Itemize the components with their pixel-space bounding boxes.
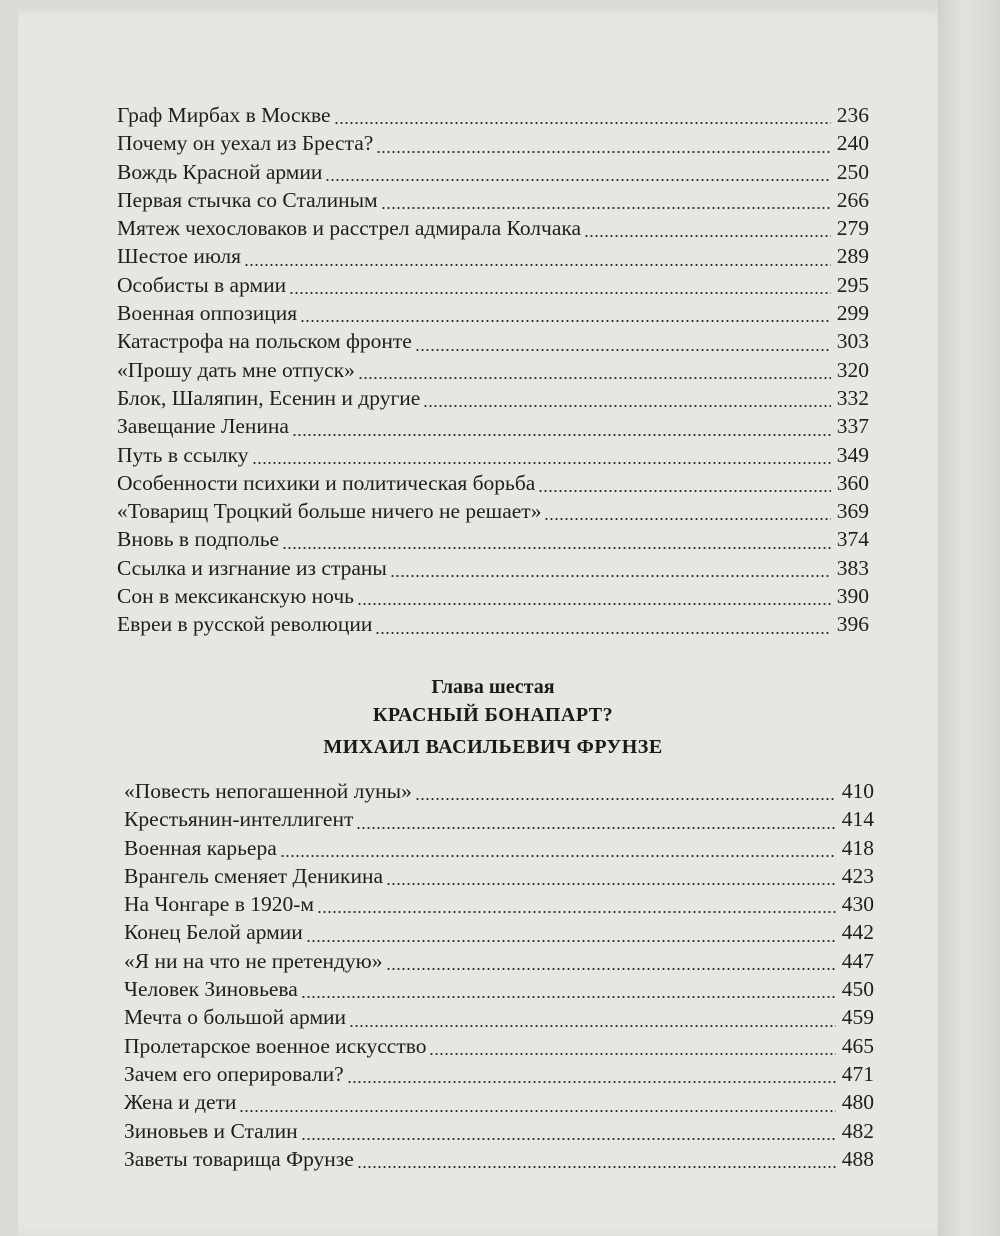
toc-entry-title: Врангель сменяет Деникина — [124, 863, 384, 888]
toc-entry-title: Военная оппозиция — [117, 301, 298, 326]
toc-entry-page: 349 — [836, 442, 869, 467]
dot-leader — [349, 1006, 836, 1028]
dot-leader — [306, 921, 836, 943]
dot-leader — [301, 977, 836, 999]
toc-entry-title: Первая стычка со Сталиным — [117, 187, 378, 212]
toc-entry-title: Пролетарское военное искусство — [124, 1033, 427, 1058]
toc-entry — [117, 441, 869, 469]
toc-entry-page: 337 — [836, 414, 869, 439]
toc-entry — [124, 1117, 874, 1145]
toc-entry — [124, 862, 874, 890]
chapter-person: МИХАИЛ ВАСИЛЬЕВИЧ ФРУНЗЕ — [323, 736, 663, 758]
toc-entry — [117, 582, 869, 610]
dot-leader — [538, 471, 830, 493]
toc-entry-title: На Чонгаре в 1920-м — [124, 892, 314, 917]
toc-entry-page: 374 — [836, 527, 869, 552]
chapter-title: КРАСНЫЙ БОНАПАРТ? — [372, 704, 614, 726]
toc-section-1 — [117, 101, 869, 639]
dot-leader — [357, 584, 831, 606]
toc-entry-page: 289 — [836, 244, 869, 269]
toc-entry-title: Путь в ссылку — [117, 442, 249, 467]
toc-entry-title: Завещание Ленина — [117, 414, 289, 439]
dot-leader — [317, 892, 836, 914]
chapter-label: Глава шестая — [431, 676, 555, 698]
toc-entry-page: 471 — [841, 1061, 874, 1086]
dot-leader — [415, 330, 831, 352]
toc-entry — [124, 1060, 874, 1088]
dot-leader — [356, 808, 835, 830]
toc-entry-page: 482 — [841, 1118, 874, 1143]
toc-entry-page: 240 — [836, 131, 869, 156]
toc-entry-page: 488 — [841, 1146, 874, 1171]
dot-leader — [289, 273, 831, 295]
toc-entry-title: Особисты в армии — [117, 272, 287, 297]
toc-entry-title: Сон в мексиканскую ночь — [117, 584, 354, 609]
toc-entry-page: 418 — [841, 835, 874, 860]
toc-entry — [117, 497, 869, 525]
toc-entry-title: Мечта о большой армии — [124, 1005, 347, 1030]
toc-entry — [117, 242, 869, 270]
dot-leader — [280, 836, 836, 858]
toc-entry-title: Вождь Красной армии — [117, 159, 323, 184]
dot-leader — [381, 188, 831, 210]
toc-entry-title: Граф Мирбах в Москве — [117, 103, 331, 127]
toc-entry — [124, 834, 874, 862]
toc-entry-page: 299 — [836, 301, 869, 326]
dot-leader — [300, 301, 831, 323]
toc-entry — [117, 271, 869, 299]
dot-leader — [429, 1034, 835, 1056]
toc-entry-page: 465 — [841, 1033, 874, 1058]
toc-entry — [117, 384, 869, 412]
dot-leader — [358, 358, 831, 380]
toc-entry — [117, 525, 869, 553]
toc-entry-title: Крестьянин-интеллигент — [124, 807, 354, 832]
toc-entry-title: Вновь в подполье — [117, 527, 280, 552]
dot-leader — [390, 556, 831, 578]
dot-leader — [357, 1147, 836, 1169]
dot-leader — [252, 443, 831, 465]
toc-entry — [124, 918, 874, 946]
dot-leader — [584, 216, 831, 238]
toc-entry-title: Особенности психики и политическая борьба — [117, 470, 536, 495]
toc-entry-title: Катастрофа на польском фронте — [117, 329, 412, 354]
toc-entry-title: Зиновьев и Сталин — [124, 1118, 298, 1143]
toc-entry-title: Ссылка и изгнание из страны — [117, 555, 387, 580]
toc-entry-title: Мятеж чехословаков и расстрел адмирала Колчака — [117, 216, 582, 241]
toc-entry — [124, 1032, 874, 1060]
toc-entry — [124, 1088, 874, 1116]
toc-entry-page: 295 — [836, 272, 869, 297]
toc-entry-page: 414 — [841, 807, 874, 832]
toc-entry — [124, 777, 874, 805]
toc-entry — [117, 356, 869, 384]
toc-entry-page: 442 — [841, 920, 874, 945]
dot-leader — [301, 1119, 836, 1141]
toc-entry-title: Зачем его оперировали? — [124, 1061, 344, 1086]
toc-entry-page: 447 — [841, 948, 874, 973]
toc-entry — [124, 975, 874, 1003]
toc-entry — [117, 214, 869, 242]
toc-entry — [124, 1145, 874, 1173]
toc-entry-page: 250 — [836, 159, 869, 184]
toc-entry-page: 266 — [836, 187, 869, 212]
toc-entry-title: «Товарищ Троцкий больше ничего не решает» — [117, 499, 542, 524]
dot-leader — [386, 864, 836, 886]
toc-entry-page: 390 — [836, 584, 869, 609]
dot-leader — [386, 949, 836, 971]
toc-entry-page: 236 — [836, 103, 869, 127]
toc-entry — [117, 101, 869, 129]
toc-entry-title: Жена и дети — [124, 1090, 237, 1115]
dot-leader — [244, 245, 831, 267]
toc-entry-page: 430 — [841, 892, 874, 917]
toc-entry-page: 450 — [841, 977, 874, 1002]
toc-entry-page: 369 — [836, 499, 869, 524]
toc-entry-title: Конец Белой армии — [124, 920, 303, 945]
dot-leader — [376, 132, 830, 154]
toc-entry-title: Шестое июля — [117, 244, 242, 269]
toc-entry — [117, 186, 869, 214]
toc-entry-page: 303 — [836, 329, 869, 354]
toc-entry-page: 459 — [841, 1005, 874, 1030]
toc-entry-page: 423 — [841, 863, 874, 888]
toc-entry-page: 396 — [836, 612, 869, 637]
toc-entry-title: Блок, Шаляпин, Есенин и другие — [117, 385, 421, 410]
dot-leader — [415, 779, 836, 801]
dot-leader — [292, 415, 831, 437]
dot-leader — [325, 160, 830, 182]
toc-entry — [117, 158, 869, 186]
toc-entry-title: Военная карьера — [124, 835, 277, 860]
toc-entry — [124, 805, 874, 833]
toc-entry-page: 332 — [836, 385, 869, 410]
toc-entry-title: Человек Зиновьева — [124, 977, 298, 1002]
toc-entry-title: «Я ни на что не претендую» — [124, 948, 383, 973]
toc-entry-page: 279 — [836, 216, 869, 241]
toc-entry — [117, 129, 869, 157]
toc-entry — [124, 890, 874, 918]
toc-entry-title: «Прошу дать мне отпуск» — [117, 357, 355, 382]
dot-leader — [334, 103, 831, 125]
toc-entry-page: 360 — [836, 470, 869, 495]
toc-entry-page: 320 — [836, 357, 869, 382]
toc-entry — [117, 412, 869, 440]
toc-entry-title: Заветы товарища Фрунзе — [124, 1146, 354, 1171]
toc-entry — [117, 554, 869, 582]
dot-leader — [544, 499, 830, 521]
toc-entry-title: Почему он уехал из Бреста? — [117, 131, 374, 156]
toc-entry — [117, 469, 869, 497]
toc-entry-page: 383 — [836, 555, 869, 580]
dot-leader — [423, 386, 830, 408]
dot-leader — [347, 1062, 836, 1084]
book-gutter — [938, 0, 1000, 1236]
toc-entry-page: 480 — [841, 1090, 874, 1115]
toc-entry — [124, 947, 874, 975]
toc-entry-title: «Повесть непогашенной луны» — [124, 779, 412, 803]
toc-section-2 — [124, 777, 874, 1173]
toc-entry — [117, 299, 869, 327]
toc-entry-title: Евреи в русской революции — [117, 612, 373, 637]
toc-entry — [117, 610, 869, 638]
toc-entry — [124, 1003, 874, 1031]
toc-entry — [117, 327, 869, 355]
dot-leader — [282, 528, 831, 550]
toc-entry-page: 410 — [841, 779, 874, 803]
dot-leader — [239, 1091, 835, 1113]
dot-leader — [375, 613, 830, 635]
